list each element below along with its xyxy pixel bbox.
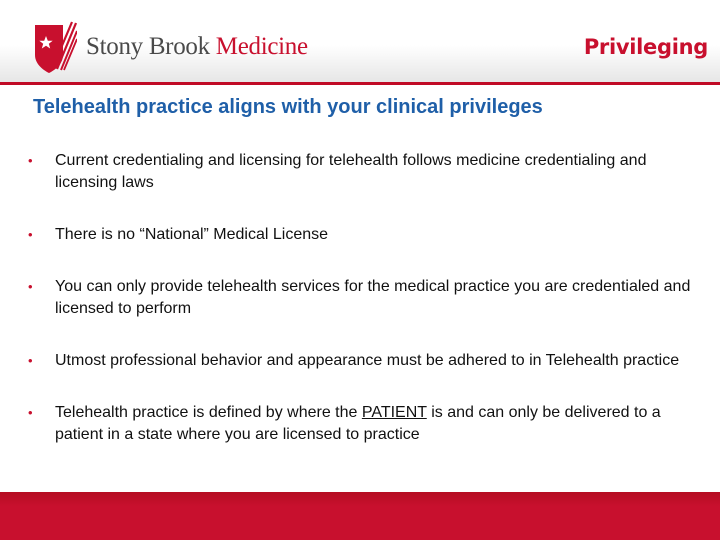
bullet-list bbox=[28, 150, 698, 446]
bullet-text: Utmost professional behavior and appearance must be adhered to in Telehealth practice bbox=[55, 352, 680, 369]
brand-name-medicine: Medicine bbox=[215, 33, 308, 60]
bullet-marker: • bbox=[28, 153, 33, 168]
bullet-text: There is no “National” Medical License bbox=[55, 226, 329, 243]
bullet-text-before: Telehealth practice is defined by where the bbox=[55, 404, 362, 421]
brand-logo-text bbox=[86, 33, 308, 61]
header-divider bbox=[0, 82, 720, 85]
stony-brook-shield-star-icon bbox=[33, 21, 77, 75]
brand-name-brook: Brook bbox=[148, 33, 210, 60]
bullet-marker: • bbox=[28, 279, 33, 294]
slide-title: Telehealth practice aligns with your clinical privileges bbox=[33, 96, 543, 118]
bullet-item bbox=[28, 276, 698, 320]
patient-emphasis: PATIENT bbox=[361, 404, 427, 421]
slide-header bbox=[0, 0, 720, 82]
bullet-text: You can only provide telehealth services for the medical practice you are credentialed and licensed to perform bbox=[55, 278, 691, 317]
bullet-item bbox=[28, 350, 698, 372]
bullet-item bbox=[28, 224, 698, 246]
bullet-item bbox=[28, 402, 698, 446]
brand-name-stony: Stony bbox=[86, 33, 143, 60]
bullet-text-after: is and can only be delivered to a patient in a state where you are licensed to practice bbox=[55, 404, 661, 443]
bullet-marker: • bbox=[28, 353, 33, 368]
section-label: Privileging bbox=[583, 35, 708, 59]
bullet-text: Current credentialing and licensing for telehealth follows medicine credentialing and licensing laws bbox=[55, 152, 647, 191]
bullet-item bbox=[28, 150, 698, 194]
bullet-marker: • bbox=[28, 227, 33, 242]
footer-bar bbox=[0, 492, 720, 540]
bullet-marker: • bbox=[28, 405, 33, 420]
